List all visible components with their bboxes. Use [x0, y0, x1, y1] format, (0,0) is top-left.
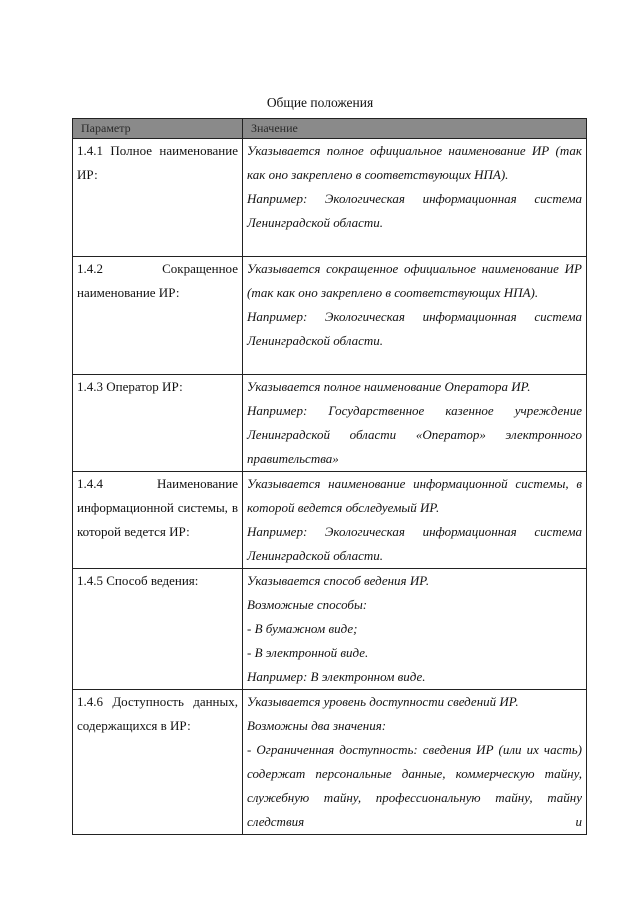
- value-line: - Ограниченная доступность: сведения ИР (или их часть) содержат персональные данные, коммерческую тайну, служебную тайну, профессиональную тайну, тайну следствия и: [247, 742, 582, 829]
- value-line: Указывается полное официальное наименование ИР (так как оно закреплено в соответствующих НПА).: [247, 143, 582, 182]
- param-cell: 1.4.3 Оператор ИР:: [73, 375, 243, 472]
- param-cell: 1.4.5 Способ ведения:: [73, 569, 243, 690]
- value-line: Например: В электронном виде.: [247, 669, 426, 684]
- value-line: Указывается способ ведения ИР.: [247, 573, 430, 588]
- value-line: Например: Экологическая информационная система Ленинградской области.: [247, 191, 582, 230]
- header-value: Значение: [243, 119, 587, 139]
- param-cell: 1.4.4 Наименование информационной системы, в которой ведется ИР:: [73, 472, 243, 569]
- value-cell: [243, 375, 587, 472]
- header-parameter: Параметр: [73, 119, 243, 139]
- value-line: Возможны два значения:: [247, 718, 387, 733]
- param-cell: 1.4.2 Сокращенное наименование ИР:: [73, 257, 243, 375]
- value-cell: [243, 569, 587, 690]
- param-cell: 1.4.1 Полное наименование ИР:: [73, 139, 243, 257]
- value-cell: [243, 472, 587, 569]
- value-line: Например: Экологическая информационная система Ленинградской области.: [247, 524, 582, 563]
- table-row: [73, 139, 587, 257]
- table-row: [73, 257, 587, 375]
- value-line: Указывается сокращенное официальное наименование ИР (так как оно закреплено в соответствующих НПА).: [247, 261, 582, 300]
- table-row: [73, 472, 587, 569]
- value-cell: [243, 690, 587, 835]
- value-cell: [243, 139, 587, 257]
- table-header-row: [73, 119, 587, 139]
- value-line: Указывается уровень доступности сведений ИР.: [247, 694, 519, 709]
- value-line: Например: Экологическая информационная система Ленинградской области.: [247, 309, 582, 348]
- value-line: Например: Государственное казенное учреждение Ленинградской области «Оператор» электронного правительства»: [247, 403, 582, 466]
- parameters-table: [72, 118, 587, 835]
- page-title: Общие положения: [266, 95, 374, 110]
- table-row: [73, 690, 587, 835]
- table-row: [73, 569, 587, 690]
- value-line: Указывается полное наименование Оператора ИР.: [247, 379, 531, 394]
- param-cell: 1.4.6 Доступность данных, содержащихся в ИР:: [73, 690, 243, 835]
- value-line: - В бумажном виде;: [247, 621, 358, 636]
- value-line: Возможные способы:: [247, 597, 368, 612]
- value-line: - В электронной виде.: [247, 645, 369, 660]
- value-cell: [243, 257, 587, 375]
- table-row: [73, 375, 587, 472]
- value-line: Указывается наименование информационной системы, в которой ведется обследуемый ИР.: [247, 476, 582, 515]
